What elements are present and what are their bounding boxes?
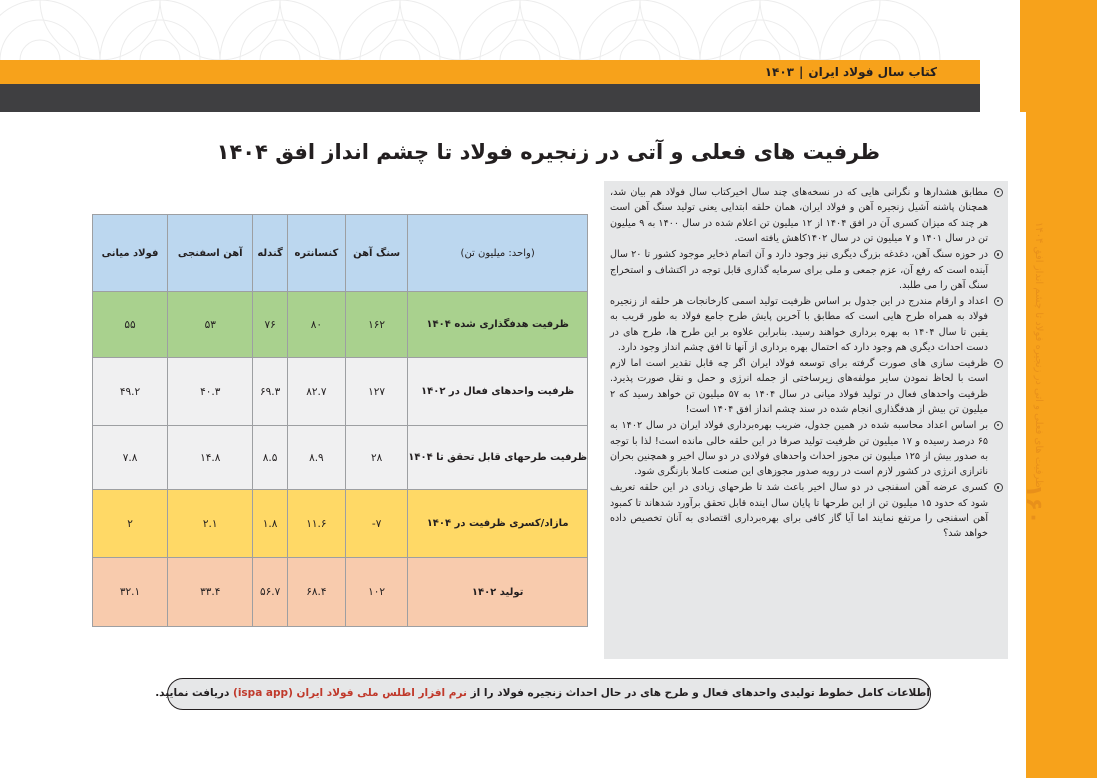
banner-text-end: دریافت نمایید. bbox=[155, 687, 230, 699]
table-cell: ۱۶۲ bbox=[345, 292, 407, 358]
table-cell: ۴۰.۳ bbox=[168, 358, 253, 426]
table-cell: ۲.۱ bbox=[168, 490, 253, 558]
paragraph-text: کسری عرضه آهن اسفنجی در دو سال اخیر باعث شد تا طرحهای زیادی در این حلقه تعریف شود که حدود ۱۵ میلیون تن از این طرحها تا پایان سال اینده قابل تحقق برآورد شدهاند تا کمبود آهن اسفنجی را مرتفع نمایند اما آیا گاز کافی برای بهره‌برداری اقتصادی به آنان تخصیص داده خواهد شد؟ bbox=[610, 482, 988, 540]
text-panel bbox=[604, 181, 1008, 659]
header-arc-pattern bbox=[0, 0, 1000, 60]
table-cell: ۵۳ bbox=[168, 292, 253, 358]
page-title: ظرفیت های فعلی و آتی در زنجیره فولاد تا چشم انداز افق ۱۴۰۴ bbox=[216, 140, 880, 164]
paragraph bbox=[610, 480, 1002, 542]
table-cell: ۱۲۷ bbox=[345, 358, 407, 426]
table-cell: ۱۰۲ bbox=[345, 558, 407, 627]
capacity-table bbox=[92, 214, 588, 627]
header-dark-band bbox=[0, 84, 980, 112]
row-label: ظرفیت طرحهای قابل تحقق تا ۱۴۰۴ bbox=[408, 426, 588, 490]
table-row bbox=[93, 292, 588, 358]
bullet-icon bbox=[994, 250, 1003, 259]
table-row bbox=[93, 426, 588, 490]
banner-text: اطلاعات کامل خطوط تولیدی واحدهای فعال و طرح های در حال احداث زنجیره فولاد را از bbox=[470, 687, 930, 699]
page-number: ۱۶۰ bbox=[1021, 483, 1046, 525]
column-header: گندله bbox=[253, 215, 287, 292]
paragraph-text: اعداد و ارقام مندرج در این جدول بر اساس ظرفیت تولید اسمی کارخانجات هر حلقه از زنجیره فولاد به همراه طرح هایی است که مطابق با آخرین پایش طرح جامع فولاد به طور قریب به یقین تا سال ۱۴۰۴ به بهره برداری خواهند رسید. بنابراین علاوه بر این طرح ها، طرح های در دست احداث دیگری هم وجود دارد که احتمال بهره برداری از آنها تا افق چشم انداز وجود دارد. bbox=[610, 295, 988, 354]
table-cell: ۶۹.۳ bbox=[253, 358, 287, 426]
table-cell: ۱۱.۶ bbox=[287, 490, 345, 558]
table-cell: ۱۴.۸ bbox=[168, 426, 253, 490]
paragraph bbox=[610, 418, 1002, 480]
info-banner bbox=[155, 678, 931, 710]
row-label: تولید ۱۴۰۲ bbox=[408, 558, 588, 627]
table-cell: ۱.۸ bbox=[253, 490, 287, 558]
book-title: کتاب سال فولاد ایران bbox=[808, 65, 937, 79]
column-header: فولاد میانی bbox=[93, 215, 168, 292]
app-link[interactable]: نرم افزار اطلس ملی فولاد ایران (ispa app) bbox=[233, 687, 467, 699]
table-cell: ۳۳.۴ bbox=[168, 558, 253, 627]
table-cell: ۷۶ bbox=[253, 292, 287, 358]
bullet-icon bbox=[994, 483, 1003, 492]
column-header: آهن اسفنجی bbox=[168, 215, 253, 292]
paragraph-text: بر اساس اعداد محاسبه شده در همین جدول، ضریب بهره‌برداری فولاد ایران در سال ۱۴۰۲ به ۶۵ درصد رسیده و ۱۷ میلیون تن ظرفیت تولید صرفا در این حلقه خالی مانده است! لذا با توجه به صدور بیش از ۱۲۵ میلیون تن مجوز احداث واحدهای فولادی در دو سال اخیر و همچنین بحران ناترازی انرژی در کشور لازم است در رویه صدور مجوزهای این صنعت کاملا بازنگری شود. bbox=[610, 420, 988, 478]
bullet-icon bbox=[994, 359, 1003, 368]
column-header: سنگ آهن bbox=[345, 215, 407, 292]
row-label: ظرفیت واحدهای فعال در ۱۴۰۲ bbox=[408, 358, 588, 426]
table-header-row bbox=[93, 215, 588, 292]
table-row bbox=[93, 490, 588, 558]
paragraph bbox=[610, 356, 1002, 418]
table-cell: ۴۹.۲ bbox=[93, 358, 168, 426]
table-cell: ۵۵ bbox=[93, 292, 168, 358]
table-cell: ۲۸ bbox=[345, 426, 407, 490]
bullet-icon bbox=[994, 297, 1003, 306]
table-cell: ۸۰ bbox=[287, 292, 345, 358]
paragraph bbox=[610, 294, 1002, 356]
table-cell: ۸.۵ bbox=[253, 426, 287, 490]
bullet-icon bbox=[994, 188, 1003, 197]
header-separator: | bbox=[799, 65, 804, 79]
table-cell: ۸۲.۷ bbox=[287, 358, 345, 426]
book-year: ۱۴۰۳ bbox=[764, 65, 794, 79]
bullet-icon bbox=[994, 421, 1003, 430]
table-cell: ۶۸.۴ bbox=[287, 558, 345, 627]
running-header bbox=[765, 60, 937, 84]
paragraph-text: در حوزه سنگ آهن، دغدغه بزرگ دیگری نیز وجود دارد و آن اتمام ذخایر موجود کشور تا ۲۰ سال آینده است که رفع آن، عزم جمعی و ملی برای سرمایه گذاری قابل توجه در اکتشاف و استخراج سنگ آهن را می طلبد. bbox=[610, 249, 989, 291]
table-row bbox=[93, 558, 588, 627]
paragraph bbox=[610, 185, 1002, 247]
side-vertical-title: ظرفیت های فعلی و آتی در زنجیره فولاد تا چشم انداز افق ۱۴۰۴ bbox=[1033, 222, 1044, 488]
table-cell: ۵۶.۷ bbox=[253, 558, 287, 627]
paragraph bbox=[610, 247, 1002, 293]
table-row bbox=[93, 358, 588, 426]
table-cell: ۷.۸ bbox=[93, 426, 168, 490]
table-cell: ۸.۹ bbox=[287, 426, 345, 490]
table-cell: ۳۲.۱ bbox=[93, 558, 168, 627]
unit-label: (واحد: میلیون تن) bbox=[408, 215, 588, 292]
paragraph-text: مطابق هشدارها و نگرانی هایی که در نسخه‌های چند سال اخیرکتاب سال فولاد هم بیان شد، همچنان پاشنه آشیل زنجیره آهن و فولاد ایران، همان حلقه ابتدایی یعنی تولید سنگ آهن است هر چند که میزان کسری آن در افق ۱۴۰۴ از ۱۲ میلیون تن اعلام شده در سال ۱۴۰۰ به ۹ میلیون تن در سال ۱۴۰۱ و ۷ میلیون تن در سال ۱۴۰۲کاهش یافته است. bbox=[610, 187, 988, 245]
column-header: کنسانتره bbox=[287, 215, 345, 292]
row-label: مازاد/کسری ظرفیت در ۱۴۰۴ bbox=[408, 490, 588, 558]
paragraph-text: ظرفیت سازی های صورت گرفته برای توسعه فولاد ایران اگر چه قابل تقدیر است اما لازم است با لحاظ نمودن سایر مولفه‌های زیرساختی از جمله انرژی و حمل و نقل صورت پذیرد. ظرفیت واحدهای فعال در تولید فولاد میانی در سال ۱۴۰۴ به ۵۷ میلیون تن خواهد رسید که ۲ میلیون تن بیش از هدفگذاری انجام شده در سند چشم انداز افق ۱۴۰۴ است! bbox=[610, 357, 988, 416]
row-label: ظرفیت هدفگذاری شده ۱۴۰۴ bbox=[408, 292, 588, 358]
table-cell: ۷- bbox=[345, 490, 407, 558]
table-cell: ۲ bbox=[93, 490, 168, 558]
